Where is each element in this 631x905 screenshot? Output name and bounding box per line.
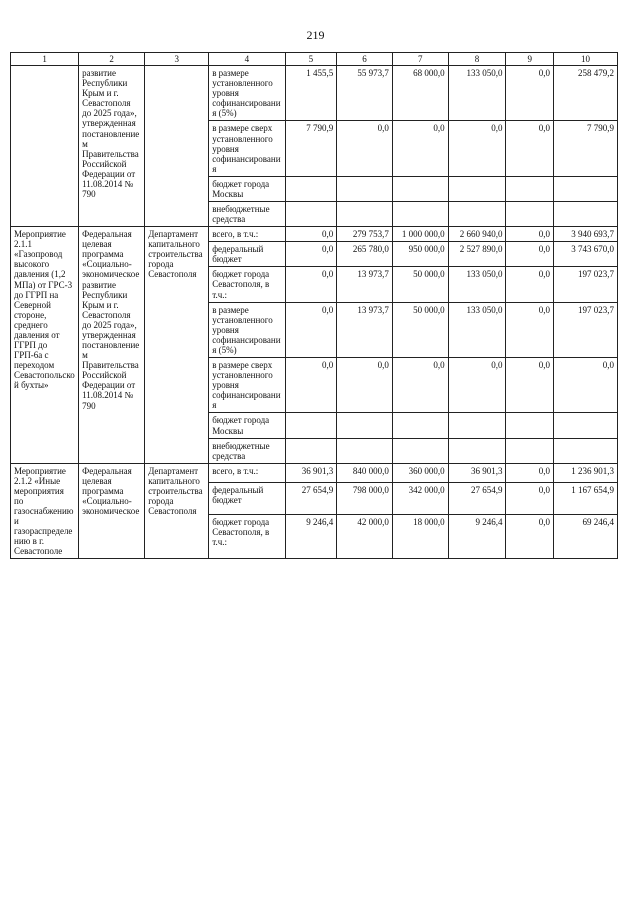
value-cell: 0,0 bbox=[506, 66, 553, 121]
value-cell: 1 455,5 bbox=[285, 66, 337, 121]
header-col-9: 9 bbox=[506, 53, 553, 66]
value-cell: 798 000,0 bbox=[337, 482, 393, 514]
value-cell: 68 000,0 bbox=[392, 66, 448, 121]
value-cell: 133 050,0 bbox=[448, 267, 506, 302]
value-cell: 69 246,4 bbox=[553, 514, 617, 559]
value-cell: 0,0 bbox=[553, 358, 617, 413]
header-col-7: 7 bbox=[392, 53, 448, 66]
page-number: 219 bbox=[306, 28, 325, 42]
funding-table bbox=[10, 52, 618, 559]
funding-source-cell: бюджет города Севастополя, в т.ч.: bbox=[209, 267, 285, 302]
value-cell: 133 050,0 bbox=[448, 66, 506, 121]
value-cell bbox=[285, 202, 337, 227]
table-row bbox=[11, 463, 618, 482]
value-cell: 7 790,9 bbox=[285, 121, 337, 176]
value-cell: 0,0 bbox=[392, 121, 448, 176]
value-cell: 0,0 bbox=[506, 358, 553, 413]
value-cell: 0,0 bbox=[506, 302, 553, 357]
value-cell: 279 753,7 bbox=[337, 227, 393, 242]
value-cell: 0,0 bbox=[506, 482, 553, 514]
value-cell: 2 660 940,0 bbox=[448, 227, 506, 242]
value-cell: 197 023,7 bbox=[553, 267, 617, 302]
value-cell: 50 000,0 bbox=[392, 302, 448, 357]
executor-cell: Департамент капитального строительства города Севастополя bbox=[145, 463, 209, 559]
value-cell: 3 940 693,7 bbox=[553, 227, 617, 242]
value-cell: 1 167 654,9 bbox=[553, 482, 617, 514]
executor-cell: Департамент капитального строительства города Севастополя bbox=[145, 227, 209, 464]
value-cell bbox=[553, 176, 617, 201]
value-cell: 0,0 bbox=[285, 302, 337, 357]
value-cell bbox=[506, 438, 553, 463]
value-cell bbox=[392, 438, 448, 463]
value-cell: 0,0 bbox=[285, 242, 337, 267]
measure-name-cell bbox=[11, 66, 79, 227]
value-cell: 0,0 bbox=[448, 121, 506, 176]
value-cell: 0,0 bbox=[506, 227, 553, 242]
value-cell: 0,0 bbox=[506, 242, 553, 267]
value-cell: 13 973,7 bbox=[337, 267, 393, 302]
value-cell: 0,0 bbox=[285, 227, 337, 242]
value-cell: 13 973,7 bbox=[337, 302, 393, 357]
value-cell: 7 790,9 bbox=[553, 121, 617, 176]
value-cell: 9 246,4 bbox=[448, 514, 506, 559]
value-cell: 1 000 000,0 bbox=[392, 227, 448, 242]
value-cell: 258 479,2 bbox=[553, 66, 617, 121]
value-cell: 360 000,0 bbox=[392, 463, 448, 482]
value-cell: 0,0 bbox=[506, 514, 553, 559]
value-cell bbox=[553, 202, 617, 227]
program-cell: Федеральная целевая программа «Социально-экономическое развитие Республики Крым и г. Севастополя до 2025 года», утвержденная постановлением Правительства Российской Федерации от 11.08.2014 № 790 bbox=[79, 227, 145, 464]
value-cell: 950 000,0 bbox=[392, 242, 448, 267]
funding-source-cell: бюджет города Севастополя, в т.ч.: bbox=[209, 514, 285, 559]
value-cell: 197 023,7 bbox=[553, 302, 617, 357]
header-col-1: 1 bbox=[11, 53, 79, 66]
header-col-6: 6 bbox=[337, 53, 393, 66]
value-cell: 18 000,0 bbox=[392, 514, 448, 559]
value-cell: 0,0 bbox=[506, 463, 553, 482]
value-cell bbox=[448, 176, 506, 201]
value-cell: 265 780,0 bbox=[337, 242, 393, 267]
value-cell bbox=[506, 202, 553, 227]
executor-cell bbox=[145, 66, 209, 227]
value-cell: 36 901,3 bbox=[285, 463, 337, 482]
funding-source-cell: федеральный бюджет bbox=[209, 242, 285, 267]
program-cell: Федеральная целевая программа «Социально-экономическое bbox=[79, 463, 145, 559]
funding-source-cell: в размере установленного уровня софинансирования (5%) bbox=[209, 302, 285, 357]
table-row bbox=[11, 66, 618, 121]
value-cell: 0,0 bbox=[506, 121, 553, 176]
value-cell: 50 000,0 bbox=[392, 267, 448, 302]
funding-source-cell: внебюджетные средства bbox=[209, 438, 285, 463]
measure-name-cell: Мероприятие 2.1.1 «Газопровод высокого давления (1,2 МПа) от ГРС-3 до ГГРП на Северной стороне, среднего давления от ГГРП до ГРП-6а с переходом Севастопольской бухты» bbox=[11, 227, 79, 464]
value-cell bbox=[285, 413, 337, 438]
value-cell: 36 901,3 bbox=[448, 463, 506, 482]
funding-source-cell: в размере сверх установленного уровня софинансирования bbox=[209, 121, 285, 176]
header-col-4: 4 bbox=[209, 53, 285, 66]
value-cell bbox=[285, 438, 337, 463]
program-cell: развитие Республики Крым и г. Севастополя до 2025 года», утвержденная постановлением Правительства Российской Федерации от 11.08.2014 № 790 bbox=[79, 66, 145, 227]
value-cell: 0,0 bbox=[337, 121, 393, 176]
table-body bbox=[11, 66, 618, 559]
value-cell bbox=[392, 413, 448, 438]
value-cell: 840 000,0 bbox=[337, 463, 393, 482]
funding-source-cell: федеральный бюджет bbox=[209, 482, 285, 514]
value-cell: 342 000,0 bbox=[392, 482, 448, 514]
value-cell: 0,0 bbox=[285, 358, 337, 413]
value-cell: 0,0 bbox=[285, 267, 337, 302]
funding-source-cell: бюджет города Москвы bbox=[209, 413, 285, 438]
value-cell: 1 236 901,3 bbox=[553, 463, 617, 482]
funding-source-cell: в размере установленного уровня софинансирования (5%) bbox=[209, 66, 285, 121]
value-cell: 27 654,9 bbox=[285, 482, 337, 514]
value-cell: 133 050,0 bbox=[448, 302, 506, 357]
funding-source-cell: внебюджетные средства bbox=[209, 202, 285, 227]
value-cell bbox=[448, 438, 506, 463]
value-cell bbox=[337, 438, 393, 463]
header-col-10: 10 bbox=[553, 53, 617, 66]
value-cell: 42 000,0 bbox=[337, 514, 393, 559]
funding-source-cell: бюджет города Москвы bbox=[209, 176, 285, 201]
value-cell bbox=[337, 413, 393, 438]
table-row bbox=[11, 227, 618, 242]
value-cell: 0,0 bbox=[337, 358, 393, 413]
value-cell: 55 973,7 bbox=[337, 66, 393, 121]
value-cell: 3 743 670,0 bbox=[553, 242, 617, 267]
header-col-5: 5 bbox=[285, 53, 337, 66]
value-cell bbox=[448, 413, 506, 438]
value-cell: 27 654,9 bbox=[448, 482, 506, 514]
value-cell: 0,0 bbox=[392, 358, 448, 413]
header-col-2: 2 bbox=[79, 53, 145, 66]
funding-source-cell: всего, в т.ч.: bbox=[209, 227, 285, 242]
value-cell: 0,0 bbox=[448, 358, 506, 413]
value-cell bbox=[337, 176, 393, 201]
header-row bbox=[11, 53, 618, 66]
header-col-8: 8 bbox=[448, 53, 506, 66]
value-cell bbox=[506, 413, 553, 438]
value-cell: 2 527 890,0 bbox=[448, 242, 506, 267]
value-cell: 9 246,4 bbox=[285, 514, 337, 559]
value-cell bbox=[337, 202, 393, 227]
value-cell bbox=[553, 413, 617, 438]
header-col-3: 3 bbox=[145, 53, 209, 66]
value-cell bbox=[506, 176, 553, 201]
funding-source-cell: в размере сверх установленного уровня софинансирования bbox=[209, 358, 285, 413]
value-cell bbox=[553, 438, 617, 463]
value-cell bbox=[285, 176, 337, 201]
funding-source-cell: всего, в т.ч.: bbox=[209, 463, 285, 482]
value-cell: 0,0 bbox=[506, 267, 553, 302]
measure-name-cell: Мероприятие 2.1.2 «Иные мероприятия по газоснабжению и газораспределению в г. Севастополе bbox=[11, 463, 79, 559]
value-cell bbox=[392, 202, 448, 227]
value-cell bbox=[448, 202, 506, 227]
value-cell bbox=[392, 176, 448, 201]
